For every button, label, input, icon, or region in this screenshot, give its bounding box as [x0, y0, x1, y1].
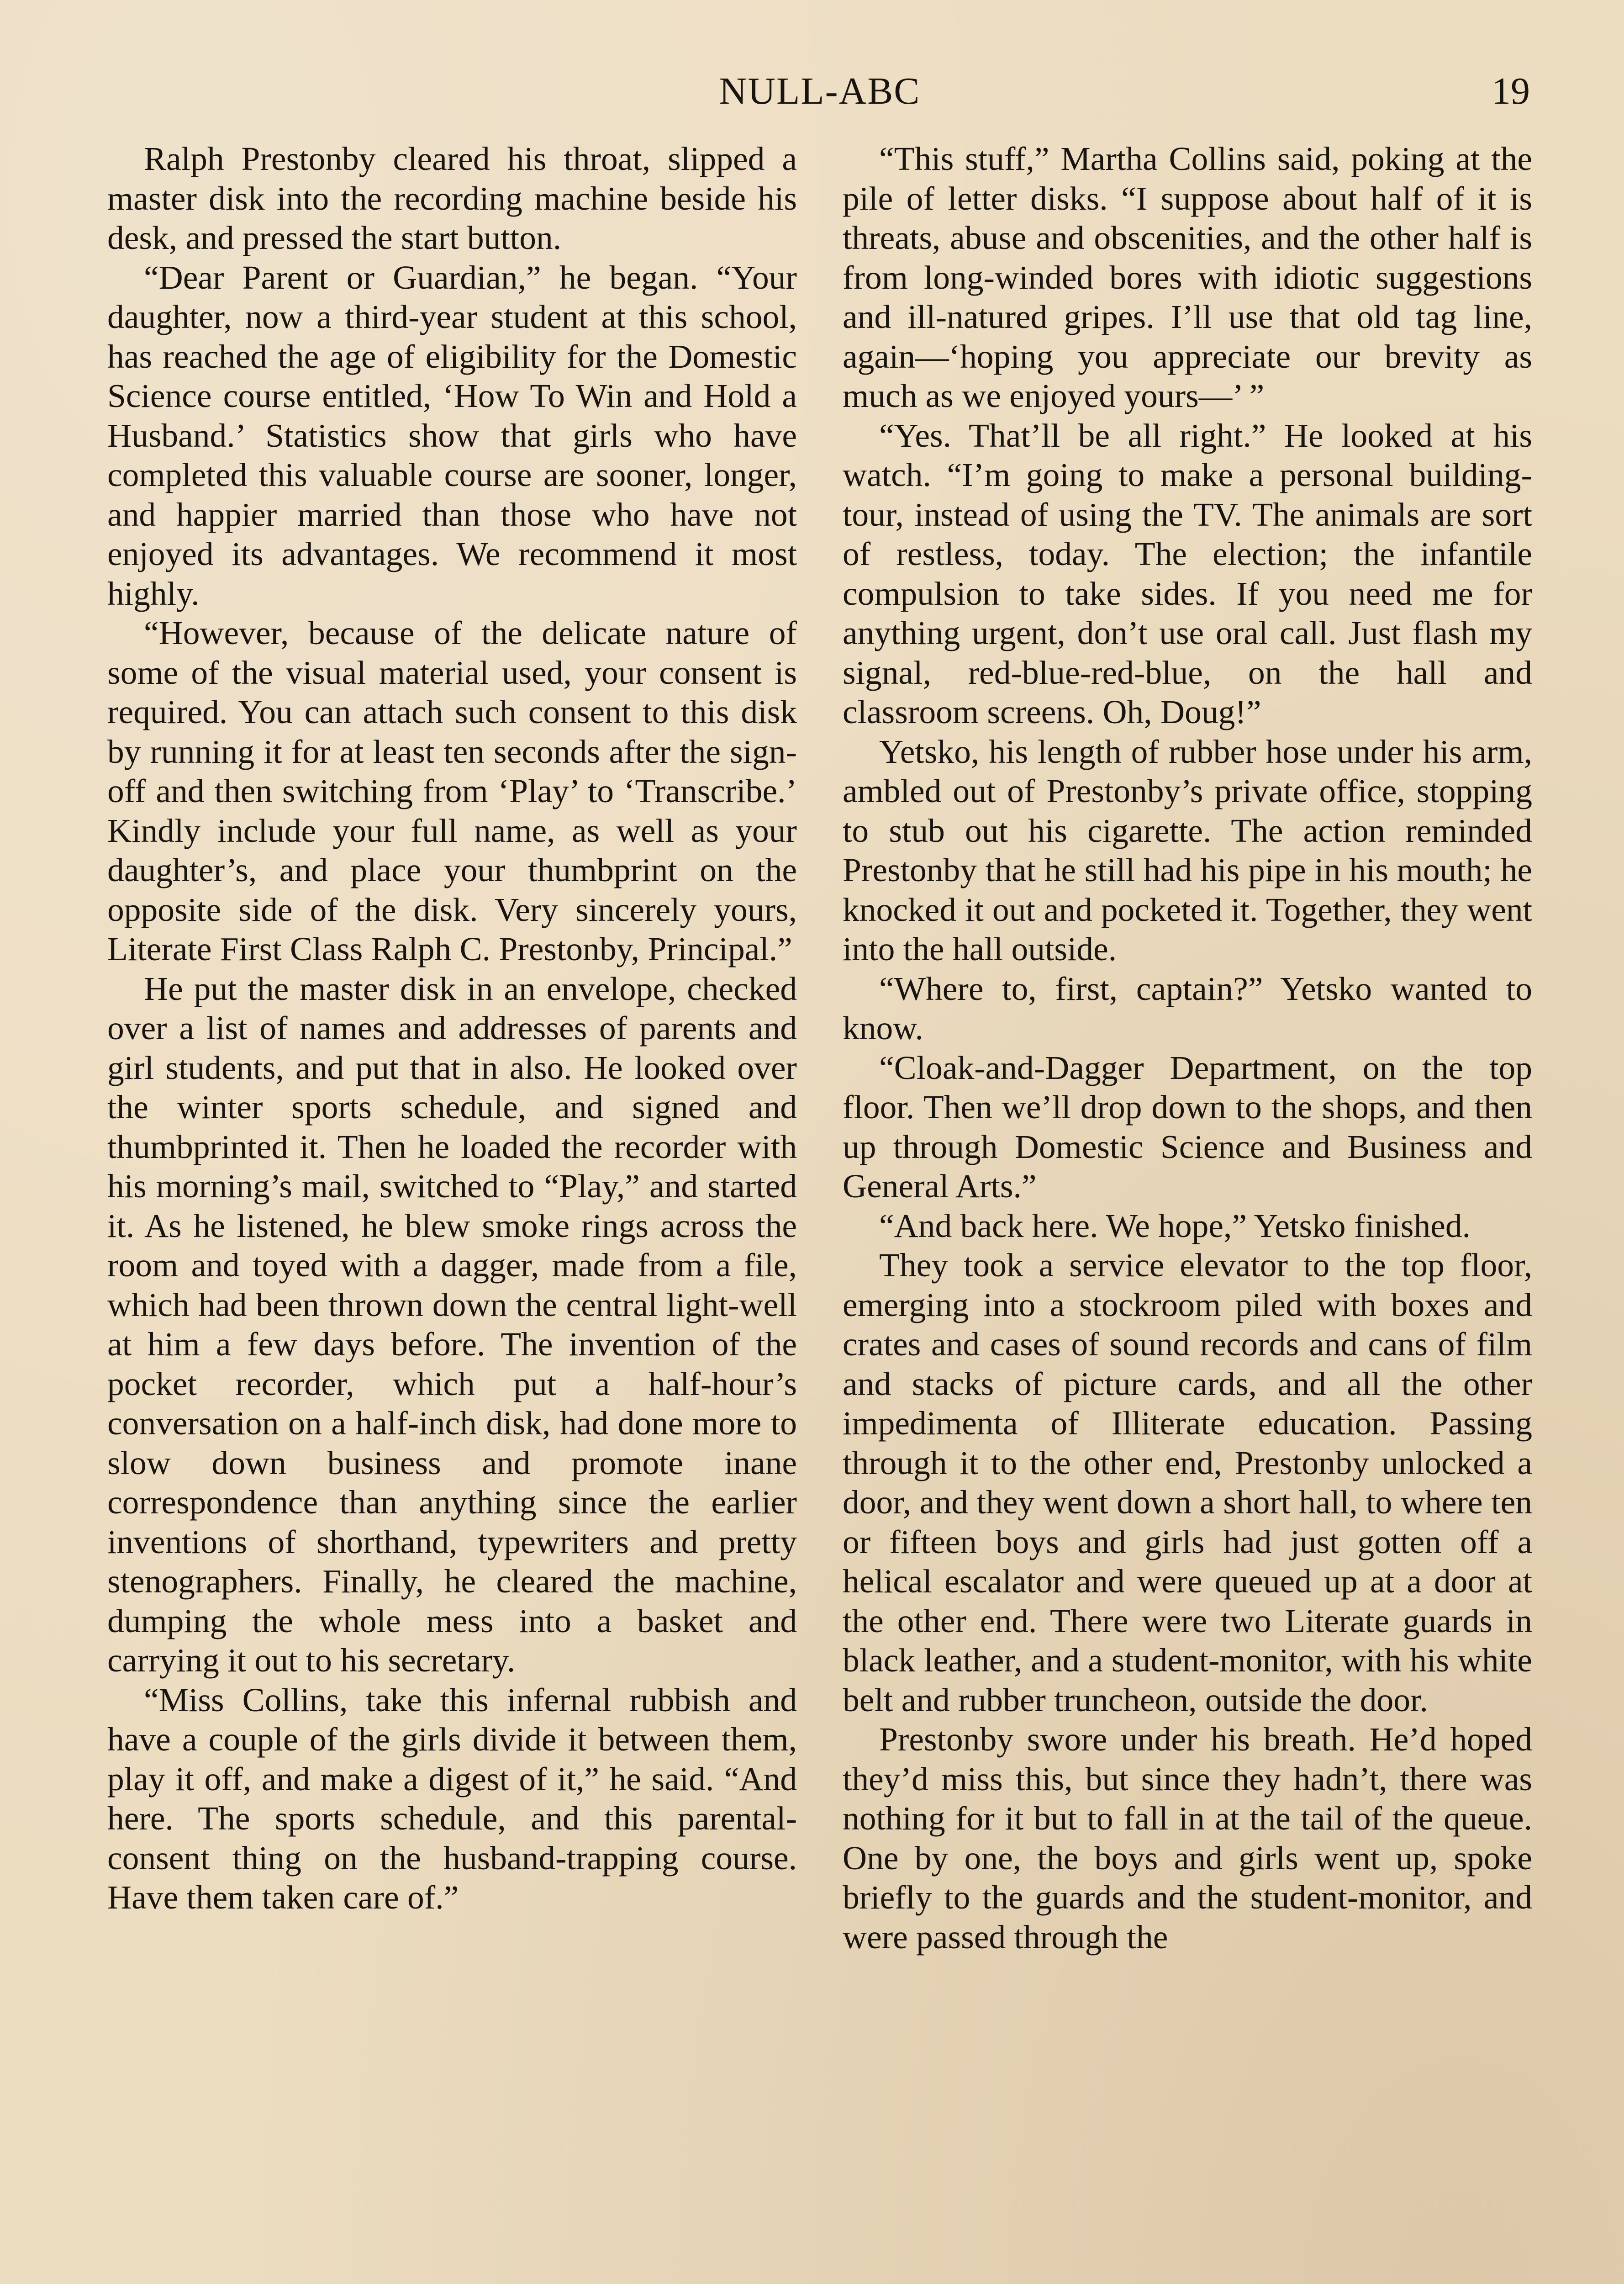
paragraph: “Where to, first, captain?” Yetsko wanted to know. [843, 970, 1532, 1047]
paragraph: “Yes. That’ll be all right.” He looked at his watch. “I’m going to make a personal building-tour, instead of using the TV. The animals are sort of restless, today. The election; the infantile compulsion to take sides. If you need me for anything urgent, don’t use oral call. Just flash my signal, red-blue-red-blue, on the hall and classroom screens. Oh, Doug!” [843, 417, 1532, 730]
paragraph: Yetsko, his length of rubber hose under his arm, ambled out of Prestonby’s private office, stopping to stub out his cigarette. The action reminded Prestonby that he still had his pipe in his mouth; he knocked it out and pocketed it. Together, they went into the hall outside. [843, 733, 1532, 968]
paragraph: “However, because of the delicate nature of some of the visual material used, your consent is required. You can attach such consent to this disk by running it for at least ten seconds after the sign-off and then switching from ‘Play’ to ‘Transcribe.’ Kindly include your full name, as well as your daughter’s, and place your thumbprint on the opposite side of the disk. Very sincerely yours, Literate First Class Ralph C. Prestonby, Principal.” [107, 614, 797, 968]
paragraph: They took a service elevator to the top floor, emerging into a stockroom piled with boxes and crates and cases of sound records and cans of film and stacks of picture cards, and all the other impedimenta of Illiterate education. Passing through it to the other end, Prestonby unlocked a door, and they went down a short hall, to where ten or fifteen boys and girls had just gotten off a helical escalator and were queued up at a door at the other end. There were two Literate guards in black leather, and a student-monitor, with his white belt and rubber truncheon, outside the door. [843, 1247, 1532, 1718]
right-column [843, 139, 1532, 1957]
paragraph: “Miss Collins, take this infernal rubbish and have a couple of the girls divide it between them, play it off, and make a digest of it,” he said. “And here. The sports schedule, and this parental-consent thing on the husband-trapping course. Have them taken care of.” [107, 1681, 797, 1916]
paragraph: Prestonby swore under his breath. He’d hoped they’d miss this, but since they hadn’t, there was nothing for it but to fall in at the tail of the queue. One by one, the boys and girls went up, spoke briefly to the guards and the student-monitor, and were passed through the [843, 1721, 1532, 1956]
paragraph: “Dear Parent or Guardian,” he began. “Your daughter, now a third-year student at this school, has reached the age of eligibility for the Domestic Science course entitled, ‘How To Win and Hold a Husband.’ Statistics show that girls who have completed this valuable course are sooner, longer, and happier married than those who have not enjoyed its advantages. We recommend it most highly. [107, 259, 797, 612]
running-title: NULL-ABC [719, 70, 921, 112]
left-column [107, 139, 797, 1918]
paragraph: “And back here. We hope,” Yetsko finished. [879, 1207, 1471, 1244]
paragraph: Ralph Prestonby cleared his throat, slipped a master disk into the recording machine beside his desk, and pressed the start button. [107, 140, 797, 256]
paragraph: He put the master disk in an envelope, checked over a list of names and addresses of parents and girl students, and put that in also. He looked over the winter sports schedule, and signed and thumbprinted it. Then he loaded the recorder with his morning’s mail, switched to “Play,” and started it. As he listened, he blew smoke rings across the room and toyed with a dagger, made from a file, which had been thrown down the central light-well at him a few days before. The invention of the pocket recorder, which put a half-hour’s conversation on a half-inch disk, had done more to slow down business and promote inane correspondence than anything since the earlier inventions of shorthand, typewriters and pretty stenographers. Finally, he cleared the machine, dumping the whole mess into a basket and carrying it out to his secretary. [107, 970, 797, 1679]
paragraph: “This stuff,” Martha Collins said, poking at the pile of letter disks. “I suppose about half of it is threats, abuse and obscenities, and the other half is from long-winded bores with idiotic suggestions and ill-natured gripes. I’ll use that old tag line, again—‘hoping you appreciate our brevity as much as we enjoyed yours—’ ” [843, 140, 1532, 414]
paragraph: “Cloak-and-Dagger Department, on the top floor. Then we’ll drop down to the shops, and then up through Domestic Science and Business and General Arts.” [843, 1049, 1532, 1205]
page-number: 19 [1492, 70, 1530, 112]
running-head [110, 64, 1530, 119]
